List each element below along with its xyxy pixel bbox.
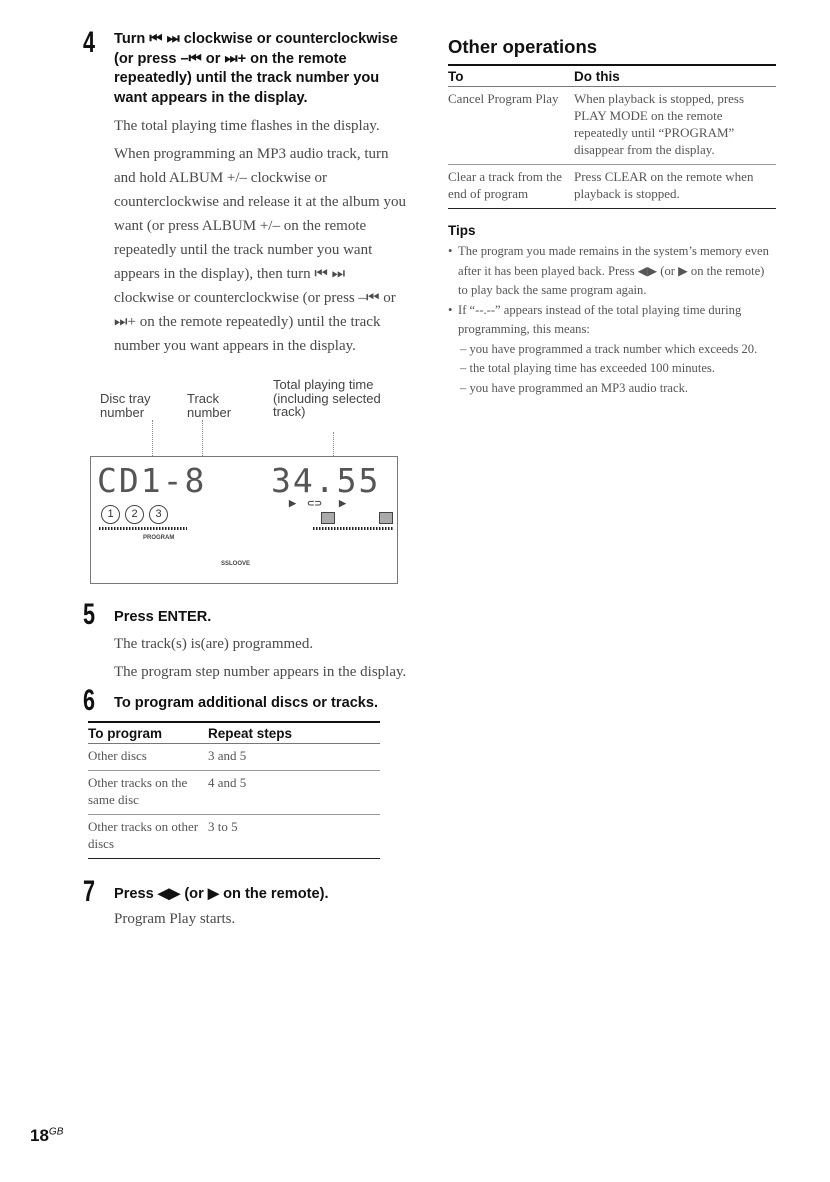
paragraph: The program step number appears in the display. [114, 663, 407, 680]
table-cell: Press CLEAR on the remote when playback is stopped. [574, 165, 776, 209]
step-heading: To program additional discs or tracks. [114, 694, 379, 711]
table-cell: Other tracks on the same disc [88, 771, 208, 815]
sound-indicator: SSLOOVE [221, 561, 251, 567]
callout-track-number: Track number [187, 391, 232, 420]
display-icon [379, 512, 393, 524]
tip-subitem: – you have programmed a track number which exceeds 20. [460, 341, 758, 356]
lcd-display [90, 456, 398, 584]
other-operations-table [448, 64, 776, 209]
step-heading: Press ◀▶ (or ▶ on the remote). [114, 886, 329, 902]
table-cell: Cancel Program Play [448, 87, 574, 165]
display-disc-track: CD1-8 [97, 461, 207, 500]
table-cell: When playback is stopped, press PLAY MODE on the remote repeatedly until “PROGRAM” disappear from the display. [574, 87, 776, 165]
leader-line [202, 420, 203, 460]
tip-item: • The program you made remains in the system’s memory even after it has been played back. Press ◀▶ (or ▶ on the remote) to play back the same program again. [448, 242, 776, 301]
paragraph: When programming an MP3 audio track, turn and hold ALBUM +/– clockwise or counterclockwise and release it at the album you want (or press ALBUM +/– on the remote repeatedly until the track number you want appears in the display), then turn ⏮ ⏭ clockwise or counterclockwise (or press –⏮ or ⏭+ on the remote repeatedly) until the track number you want appears in the display. [114, 146, 406, 354]
step-5 [83, 598, 408, 684]
display-diagram [90, 368, 400, 584]
column-header: Repeat steps [208, 722, 380, 744]
table-row [88, 744, 380, 771]
step-4 [83, 26, 408, 358]
display-total-time: 34.55 [271, 461, 381, 500]
tip-subitem: – you have programmed an MP3 audio track. [460, 380, 689, 395]
step-number: 4 [83, 26, 96, 59]
page-number-value: 18 [30, 1126, 49, 1145]
tip-item: • If “--.--” appears instead of the total playing time during programming, this means: [448, 301, 776, 340]
step-body [114, 114, 408, 358]
step-body [114, 632, 408, 684]
play-icon: ▶ [289, 498, 296, 508]
repeat-icon: ⊂⊃ [307, 498, 323, 508]
paragraph: The track(s) is(are) programmed. [114, 635, 314, 652]
table-row [448, 87, 776, 165]
display-icon [321, 512, 335, 524]
table-cell: 3 to 5 [208, 815, 380, 859]
table-row [88, 771, 380, 815]
level-meter [99, 527, 187, 530]
step-6 [83, 683, 408, 717]
step-number: 7 [83, 875, 96, 908]
section-title: Other operations [448, 36, 598, 57]
column-header: To program [88, 722, 208, 744]
program-table [88, 721, 380, 859]
callout-total-time: Total playing time (including selected track) [273, 377, 381, 419]
step-number: 6 [83, 683, 96, 717]
table-cell: Other discs [88, 744, 208, 771]
level-meter [313, 527, 393, 530]
disc-3-indicator: 3 [149, 505, 168, 524]
left-column [83, 26, 408, 935]
tip-subitem: – the total playing time has exceeded 100 minutes. [460, 361, 715, 375]
leader-line [152, 420, 153, 460]
page-number [30, 1126, 63, 1146]
table-cell: 4 and 5 [208, 771, 380, 815]
table-row [448, 165, 776, 209]
tips-title: Tips [448, 223, 476, 238]
disc-1-indicator: 1 [101, 505, 120, 524]
table-cell: Other tracks on other discs [88, 815, 208, 859]
callout-disc-tray: Disc tray number [100, 391, 151, 420]
step-heading: Press ENTER. [114, 609, 212, 625]
step-body [114, 907, 408, 931]
disc-2-indicator: 2 [125, 505, 144, 524]
play-icon: ▶ [339, 498, 346, 508]
page-number-suffix: GB [48, 1126, 64, 1138]
program-indicator: PROGRAM [143, 535, 175, 541]
column-header: To [448, 65, 574, 87]
column-header: Do this [574, 65, 776, 87]
paragraph: Program Play starts. [114, 910, 236, 927]
paragraph: The total playing time flashes in the display. [114, 118, 380, 134]
table-cell: Clear a track from the end of program [448, 165, 574, 209]
step-heading: Turn ⏮ ⏭ clockwise or counterclockwise (or press –⏮ or ⏭+ on the remote repeatedly) until the track number you want appears in the display. [114, 31, 398, 106]
table-row [88, 815, 380, 859]
table-cell: 3 and 5 [208, 744, 380, 771]
step-number: 5 [83, 598, 96, 631]
right-column [448, 36, 776, 398]
step-7 [83, 875, 408, 931]
